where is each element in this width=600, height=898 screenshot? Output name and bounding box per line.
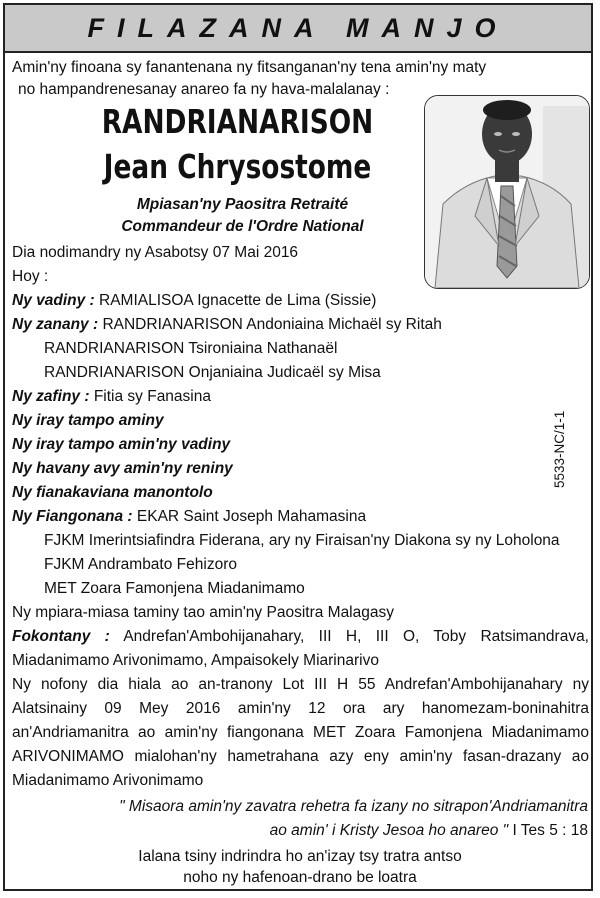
church-3: FJKM Andrambato Fehizoro (44, 556, 237, 573)
hoy-label: Hoy : (12, 268, 49, 285)
intro-line-2: no hampandrenesanay anareo fa ny hava-malalanay : (18, 81, 390, 98)
church-1: EKAR Saint Joseph Mahamasina (136, 508, 367, 525)
grandchildren-line (12, 387, 211, 407)
children-line (12, 315, 442, 335)
deceased-given-names: Jean Chrysostome (103, 147, 372, 186)
fokontany-places-2: Miadanimamo Arivonimamo, Ampaisokely Miarinarivo (12, 652, 379, 669)
funeral-line-4: ARIVONIMAMO mialohan'ny hametrahana azy eny amin'ny fasan-drazany ao (12, 748, 589, 765)
church-2: FJKM Imerintsiafindra Fiderana, ary ny Firaisan'ny Diakona sy ny Loholona (44, 532, 560, 549)
child-2: RANDRIANARISON Tsironiaina Nathanaël (44, 340, 338, 357)
colleagues: Ny mpiara-miasa taminy tao amin'ny Paositra Malagasy (12, 604, 394, 621)
child-1: RANDRIANARISON Andoniaina Michaël sy Ritah (102, 316, 442, 333)
deceased-title-2: Commandeur de l'Ordre National (121, 218, 364, 235)
header-bar (5, 5, 591, 53)
spouse-siblings: Ny iray tampo amin'ny vadiny (12, 436, 231, 453)
verse-line-1: " Misaora amin'ny zavatra rehetra fa izany no sitrapon'Andriamanitra (119, 798, 588, 815)
spouse-label: Ny vadiny : (12, 292, 95, 309)
church-line (12, 507, 366, 527)
header-title: FILAZANA MANJO (87, 12, 509, 43)
deceased-surname: RANDRIANARISON (101, 102, 374, 141)
child-3: RANDRIANARISON Onjaniaina Judicaël sy Misa (44, 364, 381, 381)
children-label: Ny zanany : (12, 316, 99, 333)
funeral-line-1: Ny nofony dia hiala ao an-tranony Lot III H 55 Andrefan'Ambohijanahary ny (12, 676, 589, 693)
verse-text-2: ao amin' i Kristy Jesoa ho anareo " (269, 822, 509, 839)
closing-line-2: noho ny hafenoan-drano be loatra (183, 869, 417, 886)
deceased-title-1: Mpiasan'ny Paositra Retraité (136, 196, 349, 213)
ad-reference: 5533-NC/1-1 (552, 410, 567, 488)
portrait-photo (424, 95, 590, 289)
fokontany-line-1 (12, 627, 589, 647)
maternal-relatives: Ny havany avy amin'ny reniny (12, 460, 233, 477)
siblings: Ny iray tampo aminy (12, 412, 164, 429)
closing-line-1: Ialana tsiny indrindra ho an'izay tsy tratra antso (138, 848, 462, 865)
spouse-line (12, 291, 376, 311)
whole-family: Ny fianakaviana manontolo (12, 484, 213, 501)
death-date: Dia nodimandry ny Asabotsy 07 Mai 2016 (12, 244, 299, 261)
funeral-line-2: Alatsinainy 09 Mey 2016 amin'ny 12 ora ary hanomezam-boninahitra (12, 700, 589, 717)
funeral-line-5: Miadanimamo Arivonimamo (12, 772, 204, 789)
fokontany-places-1: Andrefan'Ambohijanahary, III H, III O, Toby Ratsimandrava, (123, 628, 589, 645)
portrait-image (425, 96, 589, 288)
verse-reference: I Tes 5 : 18 (512, 822, 588, 839)
church-4: MET Zoara Famonjena Miadanimamo (44, 580, 305, 597)
grandchildren-label: Ny zafiny : (12, 388, 90, 405)
fokontany-label: Fokontany : (12, 628, 110, 645)
funeral-line-3: an'Andriamanitra ao amin'ny fiangonana MET Zoara Famonjena Miadanimamo (12, 724, 589, 741)
verse-line-2 (270, 821, 588, 841)
church-label: Ny Fiangonana : (12, 508, 133, 525)
grandchildren-names: Fitia sy Fanasina (93, 388, 211, 405)
spouse-name: RAMIALISOA Ignacette de Lima (Sissie) (99, 292, 377, 309)
intro-line-1: Amin'ny finoana sy fanantenana ny fitsanganan'ny tena amin'ny maty (12, 59, 487, 76)
